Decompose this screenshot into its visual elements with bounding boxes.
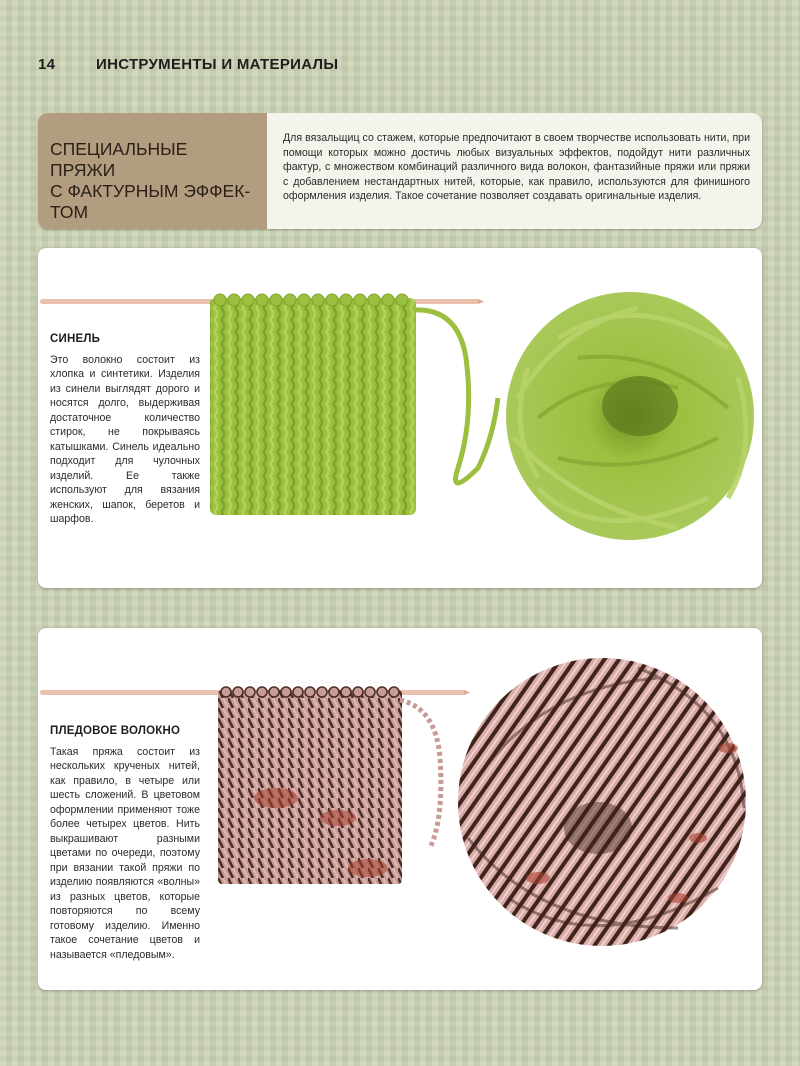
section-title: ИНСТРУМЕНТЫ И МАТЕРИАЛЫ <box>96 55 339 73</box>
intro-title-line: С ФАКТУРНЫМ ЭФФЕК- <box>50 181 251 201</box>
intro-text: Для вязальщиц со стажем, которые предпочитают в своем творчестве использовать нити, при помощи которых можно достичь любых визуальных эффектов, подойдут нити различных фактур, с множеством комбинаций различного вида волокон, фантазийные пряжи или пряжи с добавлением нестандартных нитей, которые, как правило, используются для финишного оформления изделия. Такое сочетание позволяет создавать оригинальные изделия. <box>283 132 750 202</box>
plaid-title: ПЛЕДОВОЕ ВОЛОКНО <box>50 725 181 737</box>
chenille-swatch <box>210 298 416 515</box>
plaid-yarn-ball <box>458 658 746 946</box>
intro-box <box>38 113 762 229</box>
page-header <box>38 52 338 76</box>
chenille-title: СИНЕЛЬ <box>50 333 101 345</box>
intro-title-line: ТОМ <box>50 202 89 222</box>
chenille-panel <box>38 248 762 588</box>
intro-title <box>38 113 267 229</box>
page-number: 14 <box>38 55 56 73</box>
plaid-swatch <box>218 690 402 884</box>
plaid-text: Такая пряжа состоит из нескольких крученых нитей, как правило, в четыре или шесть сложений. В цветовом оформлении применяют тоже более четырех цветов. Нить выкрашивают разными цветами по очереди, поэтому при вязании такой пряжи по изделию появляются «волны» из разных цветов, которые повторяются по всему готовому изделию. Именно такое сочетание цветов и называется «пледовым». <box>50 745 200 961</box>
chenille-strand <box>414 310 498 483</box>
chenille-caption <box>50 332 200 527</box>
chenille-text: Это волокно состоит из хлопка и синтетики. Изделия из синели выглядят дорого и носятся долго, выдерживая достаточное количество стирок, не покрываясь катышками. Синель идеально подходит для чулочных изделий. Ее также используют для вязания женских, шапок, беретов и шарфов. <box>50 353 200 525</box>
plaid-panel <box>38 628 762 990</box>
plaid-strand <box>400 700 441 848</box>
plaid-caption <box>50 724 200 962</box>
intro-title-line: СПЕЦИАЛЬНЫЕ ПРЯЖИ <box>50 139 188 180</box>
